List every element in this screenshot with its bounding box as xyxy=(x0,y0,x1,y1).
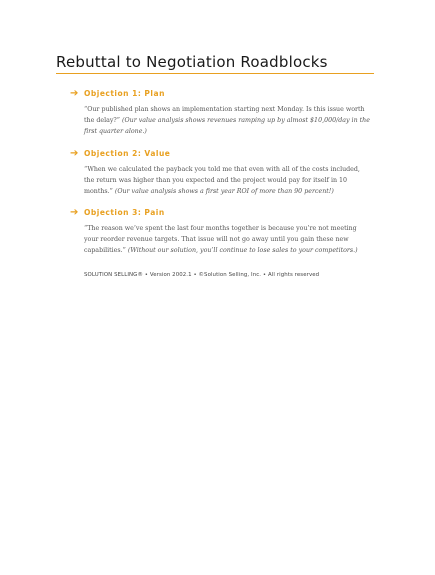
objection-quote: “Our published plan shows an implementation starting next Monday. Is this issue worth the delay?” xyxy=(84,106,365,124)
objection-response: (Our value analysis shows a first year ROI of more than 90 percent!) xyxy=(114,187,334,195)
objection-value xyxy=(70,146,370,197)
page-title: Rebuttal to Negotiation Roadblocks xyxy=(56,53,328,71)
objection-heading-row xyxy=(70,205,370,219)
arrow-right-icon: ➔ xyxy=(70,147,79,159)
arrow-right-icon: ➔ xyxy=(70,87,79,99)
objection-text xyxy=(84,105,370,137)
arrow-right-icon: ➔ xyxy=(70,206,79,218)
objection-response: (Without our solution, you’ll continue to lose sales to your competitors.) xyxy=(127,246,358,254)
objection-pain xyxy=(70,205,370,256)
copyright-footer: SOLUTION SELLING® • Version 2002.1 • ©Solution Selling, Inc. • All rights reserved xyxy=(84,272,320,278)
objection-quote: “The reason we’ve spent the last four months together is because you’re not meeting your reorder revenue targets. That issue will not go away until you gain these new capabilities.” xyxy=(84,225,357,254)
objection-heading-row xyxy=(70,86,370,100)
objection-text xyxy=(84,165,370,197)
title-divider xyxy=(56,73,374,74)
objection-heading: Objection 2: Value xyxy=(84,148,171,158)
objection-plan xyxy=(70,86,370,137)
objection-quote: “When we calculated the payback you told me that even with all of the costs included, the return was higher than you expected and the project would pay for itself in 10 months.” xyxy=(84,166,360,195)
objection-heading: Objection 1: Plan xyxy=(84,88,165,98)
objection-heading: Objection 3: Pain xyxy=(84,207,165,217)
objection-text xyxy=(84,224,370,256)
objection-heading-row xyxy=(70,146,370,160)
objection-response: (Our value analysis shows revenues ramping up by almost $10,000/day in the first quarter alone.) xyxy=(84,116,370,135)
